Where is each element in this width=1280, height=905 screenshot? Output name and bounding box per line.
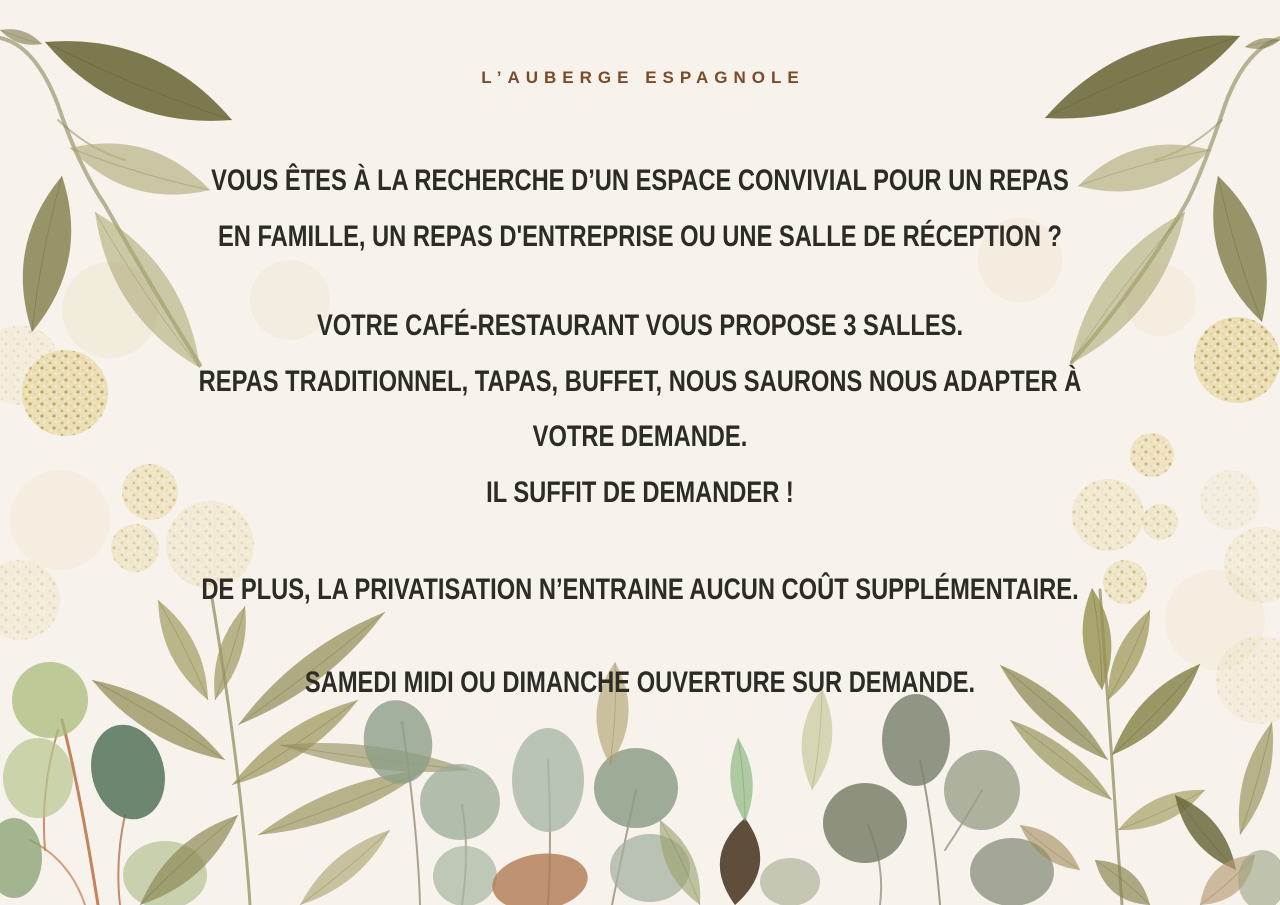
weekend-opening-line: SAMEDI MIDI OU DIMANCHE OUVERTURE SUR DEMANDE.: [304, 666, 976, 699]
offer-line-4: IL SUFFIT DE DEMANDER !: [486, 476, 794, 509]
venue-name: L’AUBERGE ESPAGNOLE: [481, 68, 805, 87]
intro-line-1: VOUS ÊTES À LA RECHERCHE D’UN ESPACE CONVIVIAL POUR UN REPAS: [211, 164, 1069, 197]
offer-line-1: VOTRE CAFÉ-RESTAURANT VOUS PROPOSE 3 SALLES.: [316, 309, 964, 342]
intro-line-2: EN FAMILLE, UN REPAS D'ENTREPRISE OU UNE SALLE DE RÉCEPTION ?: [218, 220, 1062, 253]
offer-line-2: REPAS TRADITIONNEL, TAPAS, BUFFET, NOUS SAURONS NOUS ADAPTER À: [198, 365, 1082, 398]
privatisation-line: DE PLUS, LA PRIVATISATION N’ENTRAINE AUCUN COÛT SUPPLÉMENTAIRE.: [201, 573, 1079, 606]
offer-line-3: VOTRE DEMANDE.: [532, 420, 748, 453]
